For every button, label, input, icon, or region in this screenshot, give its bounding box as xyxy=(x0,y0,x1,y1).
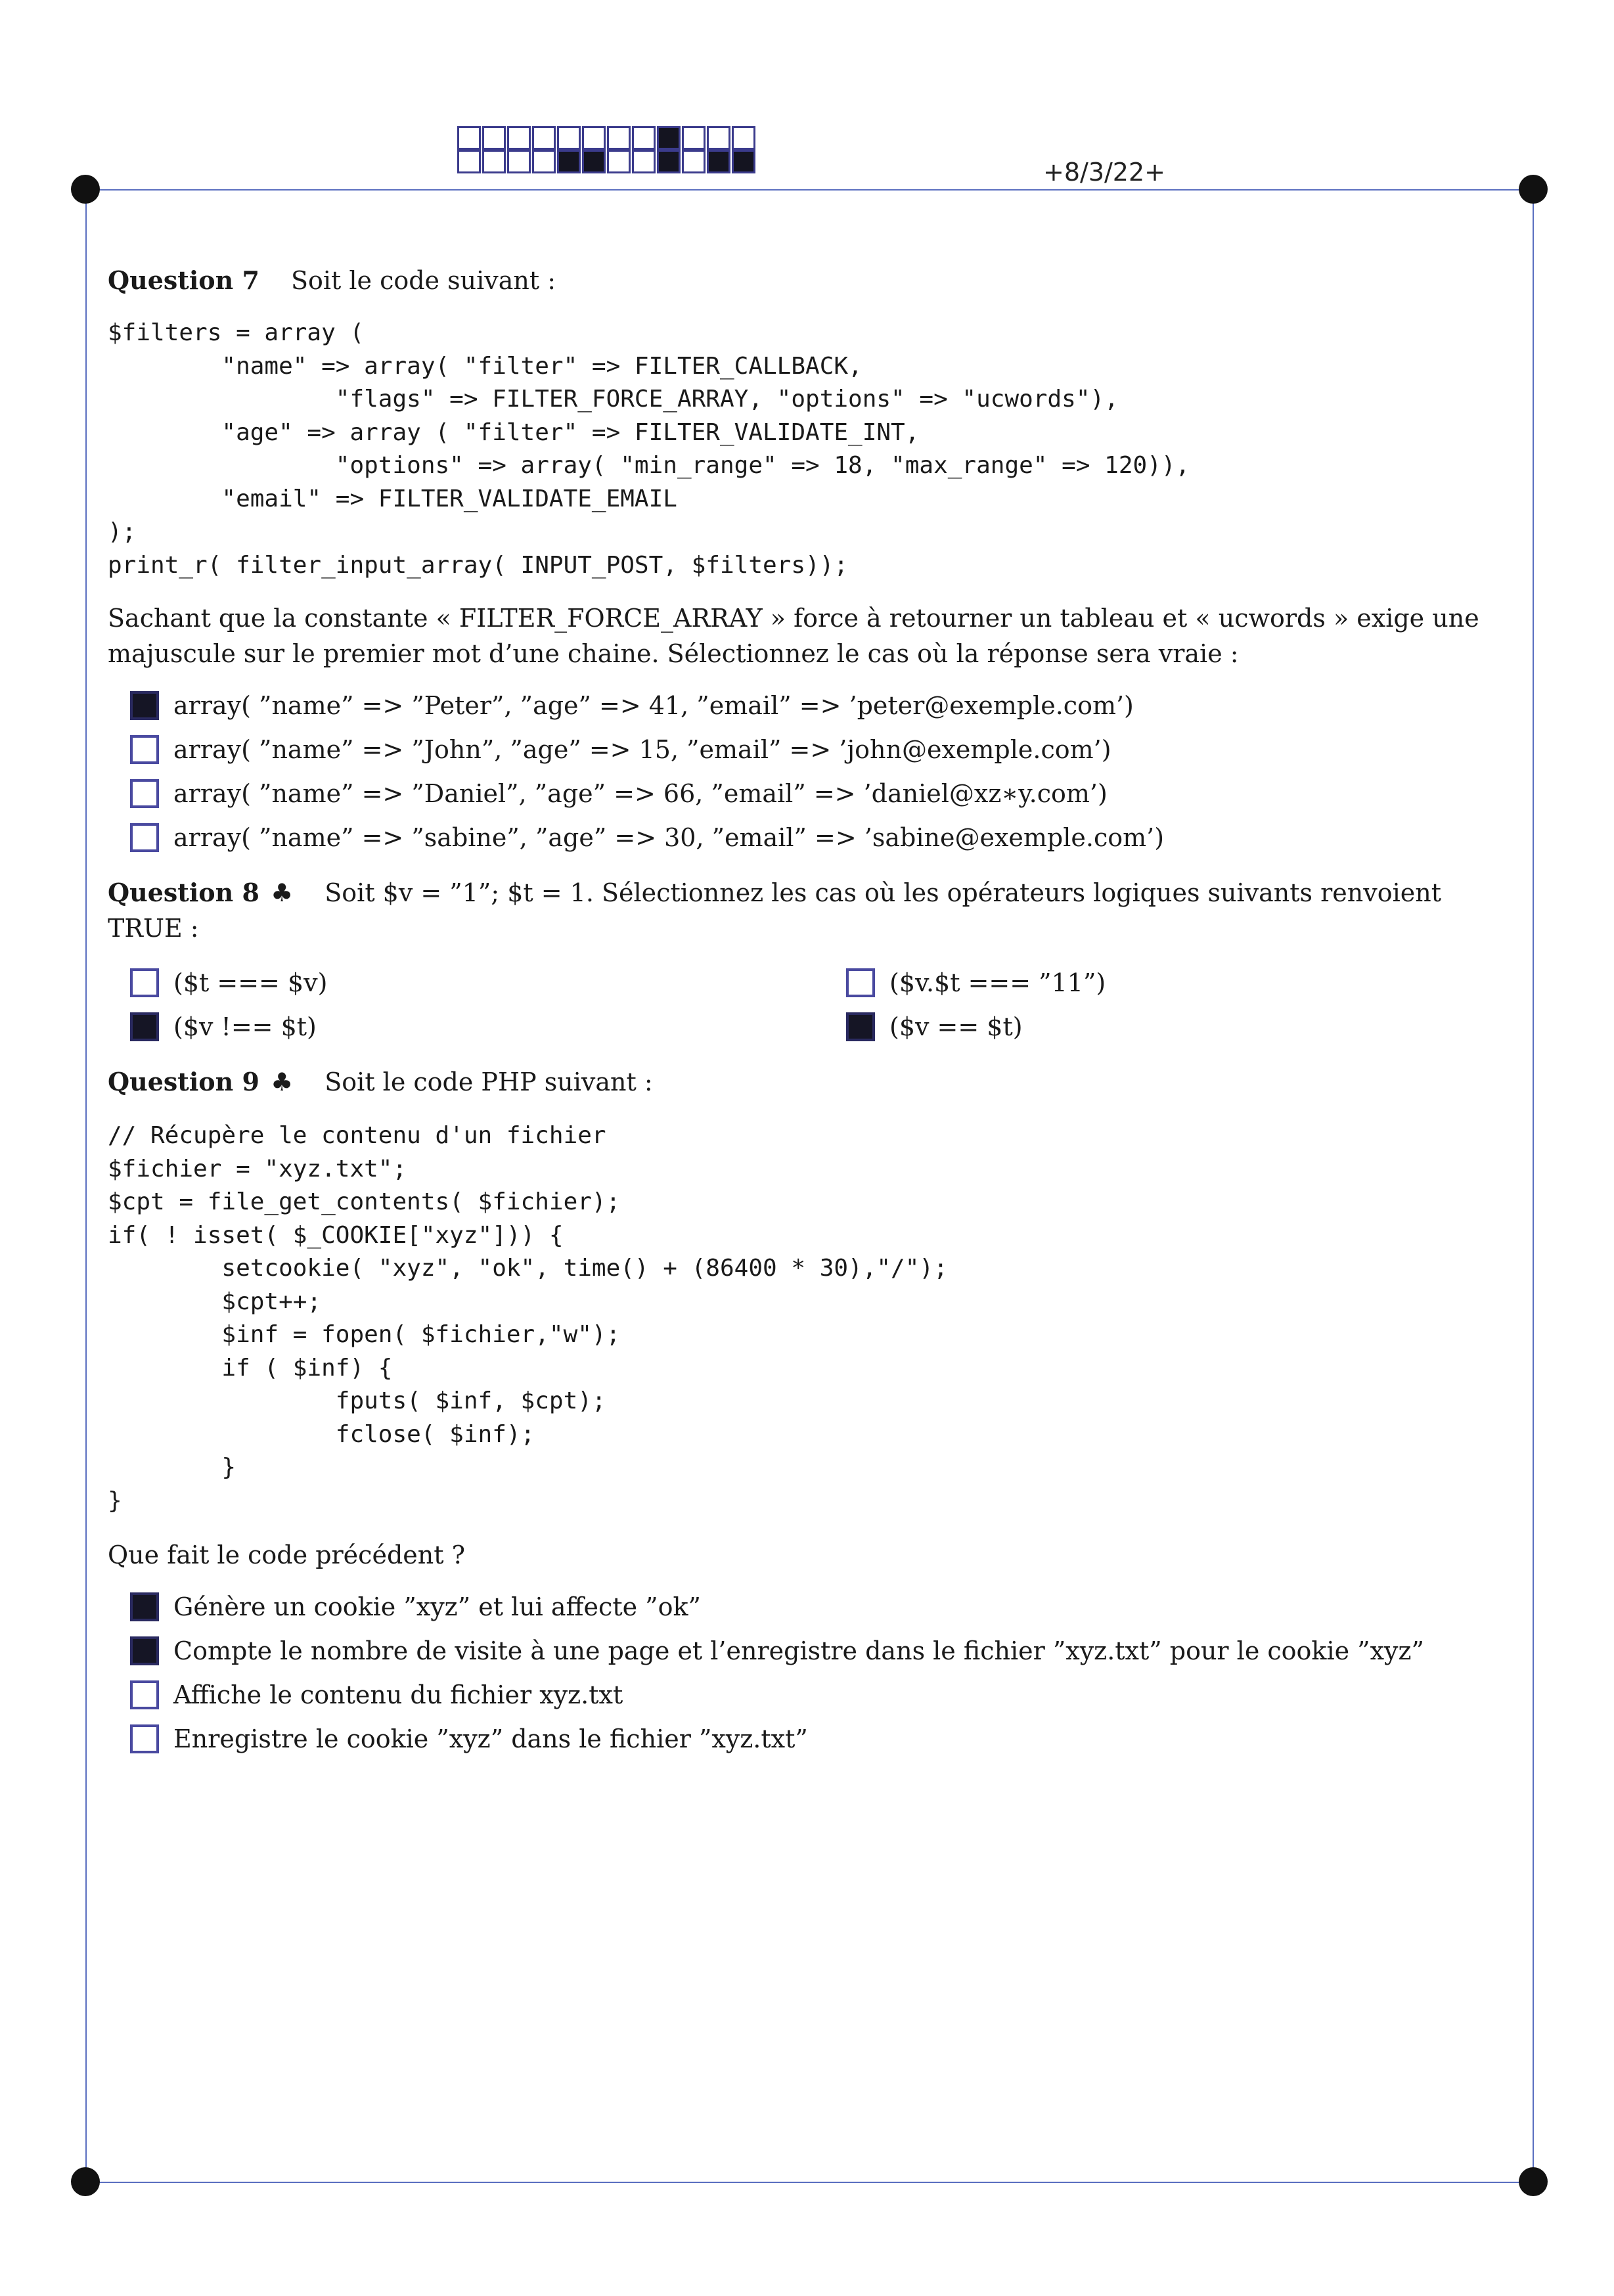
id-code-cell xyxy=(457,126,481,150)
question-7-header xyxy=(108,263,1520,298)
id-code-cell xyxy=(507,150,531,173)
q8-choice[interactable] xyxy=(824,1004,1520,1048)
choice-label: Génère un cookie ”xyz” et lui affecte ”ok” xyxy=(173,1592,701,1621)
choice-label: array( ”name” => ”sabine”, ”age” => 30, ”email” => ’sabine@exemple.com’) xyxy=(173,822,1165,852)
id-code-cell xyxy=(557,126,581,150)
id-code-row xyxy=(457,150,757,173)
choice-label: ($v.$t === ”11”) xyxy=(889,968,1106,997)
id-code-cell xyxy=(482,150,506,173)
q7-choice[interactable] xyxy=(108,727,1520,771)
question-9-code: // Récupère le contenu d'un fichier $fichier = "xyz.txt"; $cpt = file_get_contents( $fichier); if( ! isset( $_COOKIE["xyz"])) { setcookie( "xyz", "ok", time() + (86400 * 30),"/"); $cpt++; $inf = fopen( $fichier,"w"); if ( $inf) { fputs( $inf, $cpt); fclose( $inf); } } xyxy=(108,1122,948,1514)
id-code-cell xyxy=(632,150,656,173)
id-code-cell xyxy=(657,126,681,150)
exam-content xyxy=(108,263,1520,1761)
choice-label: array( ”name” => ”Peter”, ”age” => 41, ”email” => ’peter@exemple.com’) xyxy=(173,690,1134,720)
id-code-cell xyxy=(532,126,556,150)
frame-bottom-line xyxy=(85,2182,1534,2183)
frame-top-line xyxy=(85,189,1534,191)
checkbox[interactable] xyxy=(130,823,159,852)
student-id-code-boxes xyxy=(457,126,757,173)
question-7-label: Question 7 xyxy=(108,265,259,295)
corner-mark-bottom-left xyxy=(71,2167,100,2196)
choice-label: ($v !== $t) xyxy=(173,1012,317,1041)
q9-choice[interactable] xyxy=(108,1717,1520,1761)
choice-label: ($v == $t) xyxy=(889,1012,1023,1041)
checkbox[interactable] xyxy=(130,968,159,997)
question-7-intro: Soit le code suivant : xyxy=(290,266,556,295)
page-id: +8/3/22+ xyxy=(1043,158,1165,187)
id-code-cell xyxy=(582,150,606,173)
question-8-label: Question 8 ♣ xyxy=(108,878,294,907)
choice-label: ($t === $v) xyxy=(173,968,328,997)
club-icon: ♣ xyxy=(271,1068,294,1096)
id-code-cell xyxy=(607,126,631,150)
id-code-cell xyxy=(607,150,631,173)
frame-left-line xyxy=(85,189,87,2182)
checkbox[interactable] xyxy=(130,735,159,764)
question-9-choices xyxy=(108,1585,1520,1761)
id-code-row xyxy=(457,126,757,150)
q7-choice[interactable] xyxy=(108,815,1520,859)
id-code-cell xyxy=(707,126,730,150)
question-7-choices xyxy=(108,683,1520,859)
club-icon: ♣ xyxy=(271,878,294,907)
checkbox[interactable] xyxy=(846,968,875,997)
choice-label: array( ”name” => ”John”, ”age” => 15, ”email” => ’john@exemple.com’) xyxy=(173,734,1111,764)
question-9-question: Que fait le code précédent ? xyxy=(108,1541,465,1569)
question-8-intro: Soit $v = ”1”; $t = 1. Sélectionnez les cas où les opérateurs logiques suivants renvoient TRUE : xyxy=(108,878,1441,943)
id-code-cell xyxy=(457,150,481,173)
id-code-cell xyxy=(732,150,755,173)
question-8-choices xyxy=(108,960,1520,1048)
checkbox[interactable] xyxy=(130,1592,159,1621)
q9-choice[interactable] xyxy=(108,1585,1520,1629)
q8-choice[interactable] xyxy=(108,1004,824,1048)
question-9-intro: Soit le code PHP suivant : xyxy=(325,1068,653,1096)
checkbox[interactable] xyxy=(130,1012,159,1041)
id-code-cell xyxy=(732,126,755,150)
question-7-code: $filters = array ( "name" => array( "filter" => FILTER_CALLBACK, "flags" => FILTER_FORCE_ARRAY, "options" => "ucwords"), "age" => array ( "filter" => FILTER_VALIDATE_INT, "options" => array( "min_range" => 18, "max_range" => 120)), "email" => FILTER_VALIDATE_EMAIL ); print_r( filter_input_array( INPUT_POST, $filters)); xyxy=(108,319,1190,579)
id-code-cell xyxy=(632,126,656,150)
id-code-cell xyxy=(582,126,606,150)
checkbox[interactable] xyxy=(130,1636,159,1665)
id-code-cell xyxy=(532,150,556,173)
choice-label: array( ”name” => ”Daniel”, ”age” => 66, ”email” => ’daniel@xz∗y.com’) xyxy=(173,778,1108,808)
question-8-header xyxy=(108,875,1520,946)
question-9 xyxy=(108,1064,1520,1761)
question-7-statement: Sachant que la constante « FILTER_FORCE_ARRAY » force à retourner un tableau et « ucwords » exige une majuscule sur le premier mot d’une chaine. Sélectionnez le cas où la réponse sera vraie : xyxy=(108,604,1479,668)
checkbox[interactable] xyxy=(130,1724,159,1753)
checkbox[interactable] xyxy=(846,1012,875,1041)
corner-mark-bottom-right xyxy=(1519,2167,1548,2196)
id-code-cell xyxy=(482,126,506,150)
q8-choice[interactable] xyxy=(824,960,1520,1004)
choice-label: Enregistre le cookie ”xyz” dans le fichier ”xyz.txt” xyxy=(173,1724,808,1753)
id-code-cell xyxy=(682,150,706,173)
q9-choice[interactable] xyxy=(108,1629,1520,1673)
checkbox[interactable] xyxy=(130,691,159,720)
q9-choice[interactable] xyxy=(108,1673,1520,1717)
checkbox[interactable] xyxy=(130,779,159,808)
q8-choice[interactable] xyxy=(108,960,824,1004)
checkbox[interactable] xyxy=(130,1680,159,1709)
question-9-label: Question 9 ♣ xyxy=(108,1067,294,1096)
id-code-cell xyxy=(682,126,706,150)
id-code-cell xyxy=(557,150,581,173)
question-7 xyxy=(108,263,1520,859)
choice-label: Affiche le contenu du fichier xyz.txt xyxy=(173,1680,623,1709)
corner-mark-top-left xyxy=(71,175,100,204)
q7-choice[interactable] xyxy=(108,771,1520,815)
question-9-header xyxy=(108,1064,1520,1100)
id-code-cell xyxy=(657,150,681,173)
choice-label: Compte le nombre de visite à une page et l’enregistre dans le fichier ”xyz.txt” pour le cookie ”xyz” xyxy=(173,1636,1424,1665)
question-8 xyxy=(108,875,1520,1048)
frame-right-line xyxy=(1533,189,1534,2182)
id-code-cell xyxy=(707,150,730,173)
id-code-cell xyxy=(507,126,531,150)
q7-choice[interactable] xyxy=(108,683,1520,727)
corner-mark-top-right xyxy=(1519,175,1548,204)
